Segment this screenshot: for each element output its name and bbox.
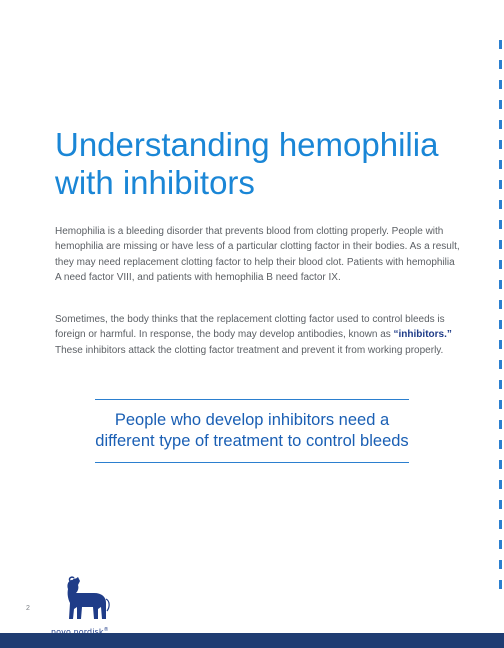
footer-bar bbox=[0, 633, 504, 648]
page-number: 2 bbox=[26, 605, 30, 612]
paragraph-text: Sometimes, the body thinks that the replacement clotting factor used to control bleeds is foreign or harmful. In response, the body may develop antibodies, known as bbox=[55, 314, 445, 341]
intro-paragraph: Hemophilia is a bleeding disorder that prevents blood from clotting properly. People with hemophilia are missing or have less of a particular clotting factor in their bodies. As a result, they may need replacement clotting factor to help their blood clot. Patients with hemophilia A need factor VIII, and patients with hemophilia B need factor IX. bbox=[55, 226, 460, 283]
paragraph-text: These inhibitors attack the clotting factor treatment and prevent it from working properly. bbox=[55, 344, 444, 356]
side-dash-decoration bbox=[499, 40, 502, 600]
page-title: Understanding hemophilia with inhibitors bbox=[55, 126, 439, 201]
callout-bottom-divider bbox=[95, 462, 409, 463]
inhibitors-paragraph bbox=[55, 312, 460, 358]
callout-top-divider bbox=[95, 399, 409, 400]
inhibitors-term: “inhibitors.” bbox=[393, 329, 452, 341]
registered-mark: ® bbox=[103, 627, 109, 633]
callout-text: People who develop inhibitors need a different type of treatment to control bleeds bbox=[95, 411, 409, 450]
apis-bull-icon bbox=[58, 575, 114, 625]
